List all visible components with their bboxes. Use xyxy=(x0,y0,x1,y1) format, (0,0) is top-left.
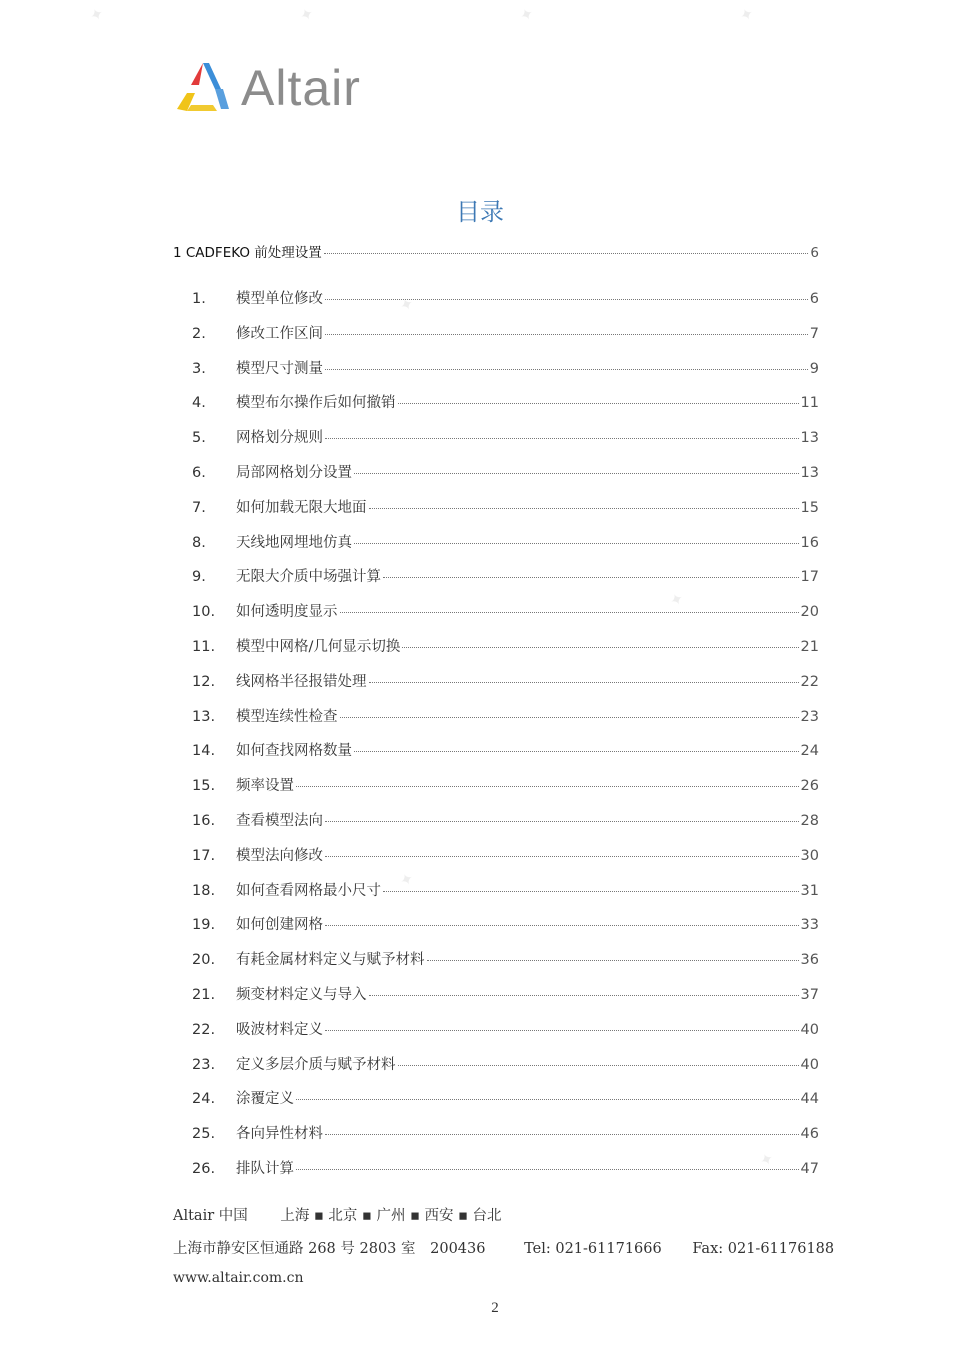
toc-entry-text: 模型中网格/几何显示切换 xyxy=(236,639,401,655)
toc-leader-dots xyxy=(325,334,808,335)
toc-leader-dots xyxy=(296,1099,799,1100)
toc-leader-dots xyxy=(398,1065,799,1066)
toc-entry-page: 17 xyxy=(800,569,819,585)
toc-leader-dots xyxy=(398,403,799,404)
toc-title: 目录 xyxy=(456,198,504,226)
toc-entry-number: 11. xyxy=(192,639,216,655)
toc-entry-number: 22. xyxy=(192,1022,216,1038)
toc-entry[interactable] xyxy=(173,1018,819,1040)
toc-entry[interactable] xyxy=(173,705,819,727)
toc-entry-page: 22 xyxy=(800,674,819,690)
toc-leader-dots xyxy=(383,891,799,892)
toc-entry-number: 6. xyxy=(192,465,206,481)
toc-entry[interactable] xyxy=(173,357,819,379)
toc-entry[interactable] xyxy=(173,983,819,1005)
toc-entry-text: 如何加载无限大地面 xyxy=(236,500,367,516)
toc-entry-text: 修改工作区间 xyxy=(236,326,323,342)
footer-postcode: 200436 xyxy=(430,1241,486,1257)
toc-entry-page: 16 xyxy=(800,535,819,551)
footer-website[interactable]: www.altair.com.cn xyxy=(173,1270,304,1286)
toc-entry[interactable] xyxy=(173,1087,819,1109)
toc-entry-page: 7 xyxy=(809,326,819,342)
toc-entry-chapter-1[interactable] xyxy=(173,241,819,263)
page-number: 2 xyxy=(491,1300,499,1316)
toc-entry-page: 15 xyxy=(800,500,819,516)
toc-entry-text: 如何查看网格最小尺寸 xyxy=(236,883,381,899)
toc-entry-text: 查看模型法向 xyxy=(236,813,323,829)
toc-entry-page: 40 xyxy=(800,1022,819,1038)
toc-entry-text: 如何创建网格 xyxy=(236,917,323,933)
toc-entry[interactable] xyxy=(173,913,819,935)
toc-entry[interactable] xyxy=(173,1053,819,1075)
toc-entry-number: 14. xyxy=(192,743,216,759)
toc-entry-text: 局部网格划分设置 xyxy=(236,465,352,481)
toc-leader-dots xyxy=(325,925,799,926)
toc-entry[interactable] xyxy=(173,565,819,587)
footer-address: 上海市静安区恒通路 268 号 2803 室 xyxy=(173,1241,416,1257)
toc-entry[interactable] xyxy=(173,670,819,692)
toc-leader-dots xyxy=(325,299,808,300)
toc-entry-text: 线网格半径报错处理 xyxy=(236,674,367,690)
toc-leader-dots xyxy=(369,995,799,996)
toc-entry[interactable] xyxy=(173,774,819,796)
toc-entry-number: 15. xyxy=(192,778,216,794)
toc-entry[interactable] xyxy=(173,948,819,970)
toc-leader-dots xyxy=(325,821,799,822)
toc-entry-number: 3. xyxy=(192,361,206,377)
toc-entry[interactable] xyxy=(173,635,819,657)
toc-entry-number: 13. xyxy=(192,709,216,725)
toc-entry[interactable] xyxy=(173,391,819,413)
toc-leader-dots xyxy=(427,960,799,961)
toc-leader-dots xyxy=(325,369,808,370)
toc-leader-dots xyxy=(369,682,799,683)
toc-entry-page: 13 xyxy=(800,430,819,446)
toc-entry[interactable] xyxy=(173,496,819,518)
altair-logo xyxy=(173,58,361,118)
toc-entry-text: 如何透明度显示 xyxy=(236,604,338,620)
toc-entry-text: 无限大介质中场强计算 xyxy=(236,569,381,585)
toc-entry-text: 涂覆定义 xyxy=(236,1091,294,1107)
toc-entry-text: 各向异性材料 xyxy=(236,1126,323,1142)
toc-entry-text: 频变材料定义与导入 xyxy=(236,987,367,1003)
toc-leader-dots xyxy=(296,786,799,787)
footer-tel: Tel: 021-61171666 xyxy=(524,1241,662,1257)
toc-entry-page: 23 xyxy=(800,709,819,725)
logo-wordmark: Altair xyxy=(241,60,361,116)
toc-entry-number: 21. xyxy=(192,987,216,1003)
toc-entry-number: 1. xyxy=(192,291,206,307)
toc-entry-text: 频率设置 xyxy=(236,778,294,794)
toc-entry-number: 8. xyxy=(192,535,206,551)
footer-line-address xyxy=(173,1237,834,1258)
toc-leader-dots xyxy=(402,647,798,648)
toc-leader-dots xyxy=(340,717,799,718)
toc-entry[interactable] xyxy=(173,1157,819,1179)
toc-entry[interactable] xyxy=(173,879,819,901)
toc-leader-dots xyxy=(325,438,799,439)
toc-entry-number: 2. xyxy=(192,326,206,342)
toc-entry-page: 9 xyxy=(809,361,819,377)
toc-entry-page: 31 xyxy=(800,883,819,899)
toc-entry-page: 47 xyxy=(800,1161,819,1177)
toc-leader-dots xyxy=(369,508,799,509)
toc-entry-number: 16. xyxy=(192,813,216,829)
toc-entry-text: 有耗金属材料定义与赋予材料 xyxy=(236,952,425,968)
footer-fax: Fax: 021-61176188 xyxy=(692,1241,835,1257)
toc-entry-number: 25. xyxy=(192,1126,216,1142)
toc-entry-page: 28 xyxy=(800,813,819,829)
toc-entry-text: 模型尺寸测量 xyxy=(236,361,323,377)
toc-entry-page: 24 xyxy=(800,743,819,759)
footer-line-company xyxy=(173,1204,502,1225)
toc-entry[interactable] xyxy=(173,600,819,622)
toc-entry-number: 20. xyxy=(192,952,216,968)
toc-leader-dots xyxy=(325,1030,799,1031)
toc-entry-text: 网格划分规则 xyxy=(236,430,323,446)
toc-entry-page: 46 xyxy=(800,1126,819,1142)
toc-entry-page: 30 xyxy=(800,848,819,864)
footer-cities: 上海 ▪ 北京 ▪ 广州 ▪ 西安 ▪ 台北 xyxy=(280,1208,502,1224)
toc-entry-number: 10. xyxy=(192,604,216,620)
toc-leader-dots xyxy=(325,856,799,857)
toc-leader-dots xyxy=(325,1134,799,1135)
toc-entry-text: 排队计算 xyxy=(236,1161,294,1177)
toc-entry-text: 1 CADFEKO 前处理设置 xyxy=(173,245,322,261)
toc-entry-text: 模型法向修改 xyxy=(236,848,323,864)
toc-entry[interactable] xyxy=(173,322,819,344)
toc-entry-number: 9. xyxy=(192,569,206,585)
toc-entry-page: 21 xyxy=(800,639,819,655)
toc-entry-page: 11 xyxy=(800,395,819,411)
toc-leader-dots xyxy=(354,751,799,752)
toc-entry[interactable] xyxy=(173,426,819,448)
toc-entry-number: 18. xyxy=(192,883,216,899)
toc-entry-text: 模型连续性检查 xyxy=(236,709,338,725)
toc-entry[interactable] xyxy=(173,809,819,831)
toc-entry-page: 36 xyxy=(800,952,819,968)
toc-entry-number: 17. xyxy=(192,848,216,864)
toc-entry-text: 模型单位修改 xyxy=(236,291,323,307)
toc-leader-dots xyxy=(354,473,799,474)
toc-entry-text: 模型布尔操作后如何撤销 xyxy=(236,395,396,411)
toc-entry[interactable] xyxy=(173,461,819,483)
toc-entry-number: 4. xyxy=(192,395,206,411)
toc-entry-page: 6 xyxy=(810,245,819,261)
toc-entry-page: 20 xyxy=(800,604,819,620)
toc-entry[interactable] xyxy=(173,844,819,866)
toc-leader-dots xyxy=(324,253,809,254)
toc-entry[interactable] xyxy=(173,739,819,761)
toc-entry-number: 7. xyxy=(192,500,206,516)
toc-entry-text: 吸波材料定义 xyxy=(236,1022,323,1038)
toc-entry-page: 33 xyxy=(800,917,819,933)
toc-entry[interactable] xyxy=(173,1122,819,1144)
toc-entry-number: 26. xyxy=(192,1161,216,1177)
toc-entry-page: 40 xyxy=(800,1057,819,1073)
footer-company: Altair 中国 xyxy=(173,1208,248,1224)
toc-entry-page: 26 xyxy=(800,778,819,794)
toc-entry-text: 天线地网埋地仿真 xyxy=(236,535,352,551)
toc-leader-dots xyxy=(340,612,799,613)
toc-entry[interactable] xyxy=(173,531,819,553)
toc-entry-page: 37 xyxy=(800,987,819,1003)
altair-logo-mark-icon xyxy=(173,59,233,117)
toc-entry-number: 23. xyxy=(192,1057,216,1073)
toc-entry-number: 5. xyxy=(192,430,206,446)
toc-entry-number: 19. xyxy=(192,917,216,933)
toc-leader-dots xyxy=(354,543,799,544)
toc-entry[interactable] xyxy=(173,287,819,309)
toc-entry-number: 12. xyxy=(192,674,216,690)
toc-entry-page: 6 xyxy=(809,291,819,307)
toc-entry-text: 定义多层介质与赋予材料 xyxy=(236,1057,396,1073)
toc-entry-number: 24. xyxy=(192,1091,216,1107)
toc-leader-dots xyxy=(383,577,799,578)
toc-leader-dots xyxy=(296,1169,799,1170)
toc-entry-page: 44 xyxy=(800,1091,819,1107)
toc-entry-page: 13 xyxy=(800,465,819,481)
toc-entry-text: 如何查找网格数量 xyxy=(236,743,352,759)
